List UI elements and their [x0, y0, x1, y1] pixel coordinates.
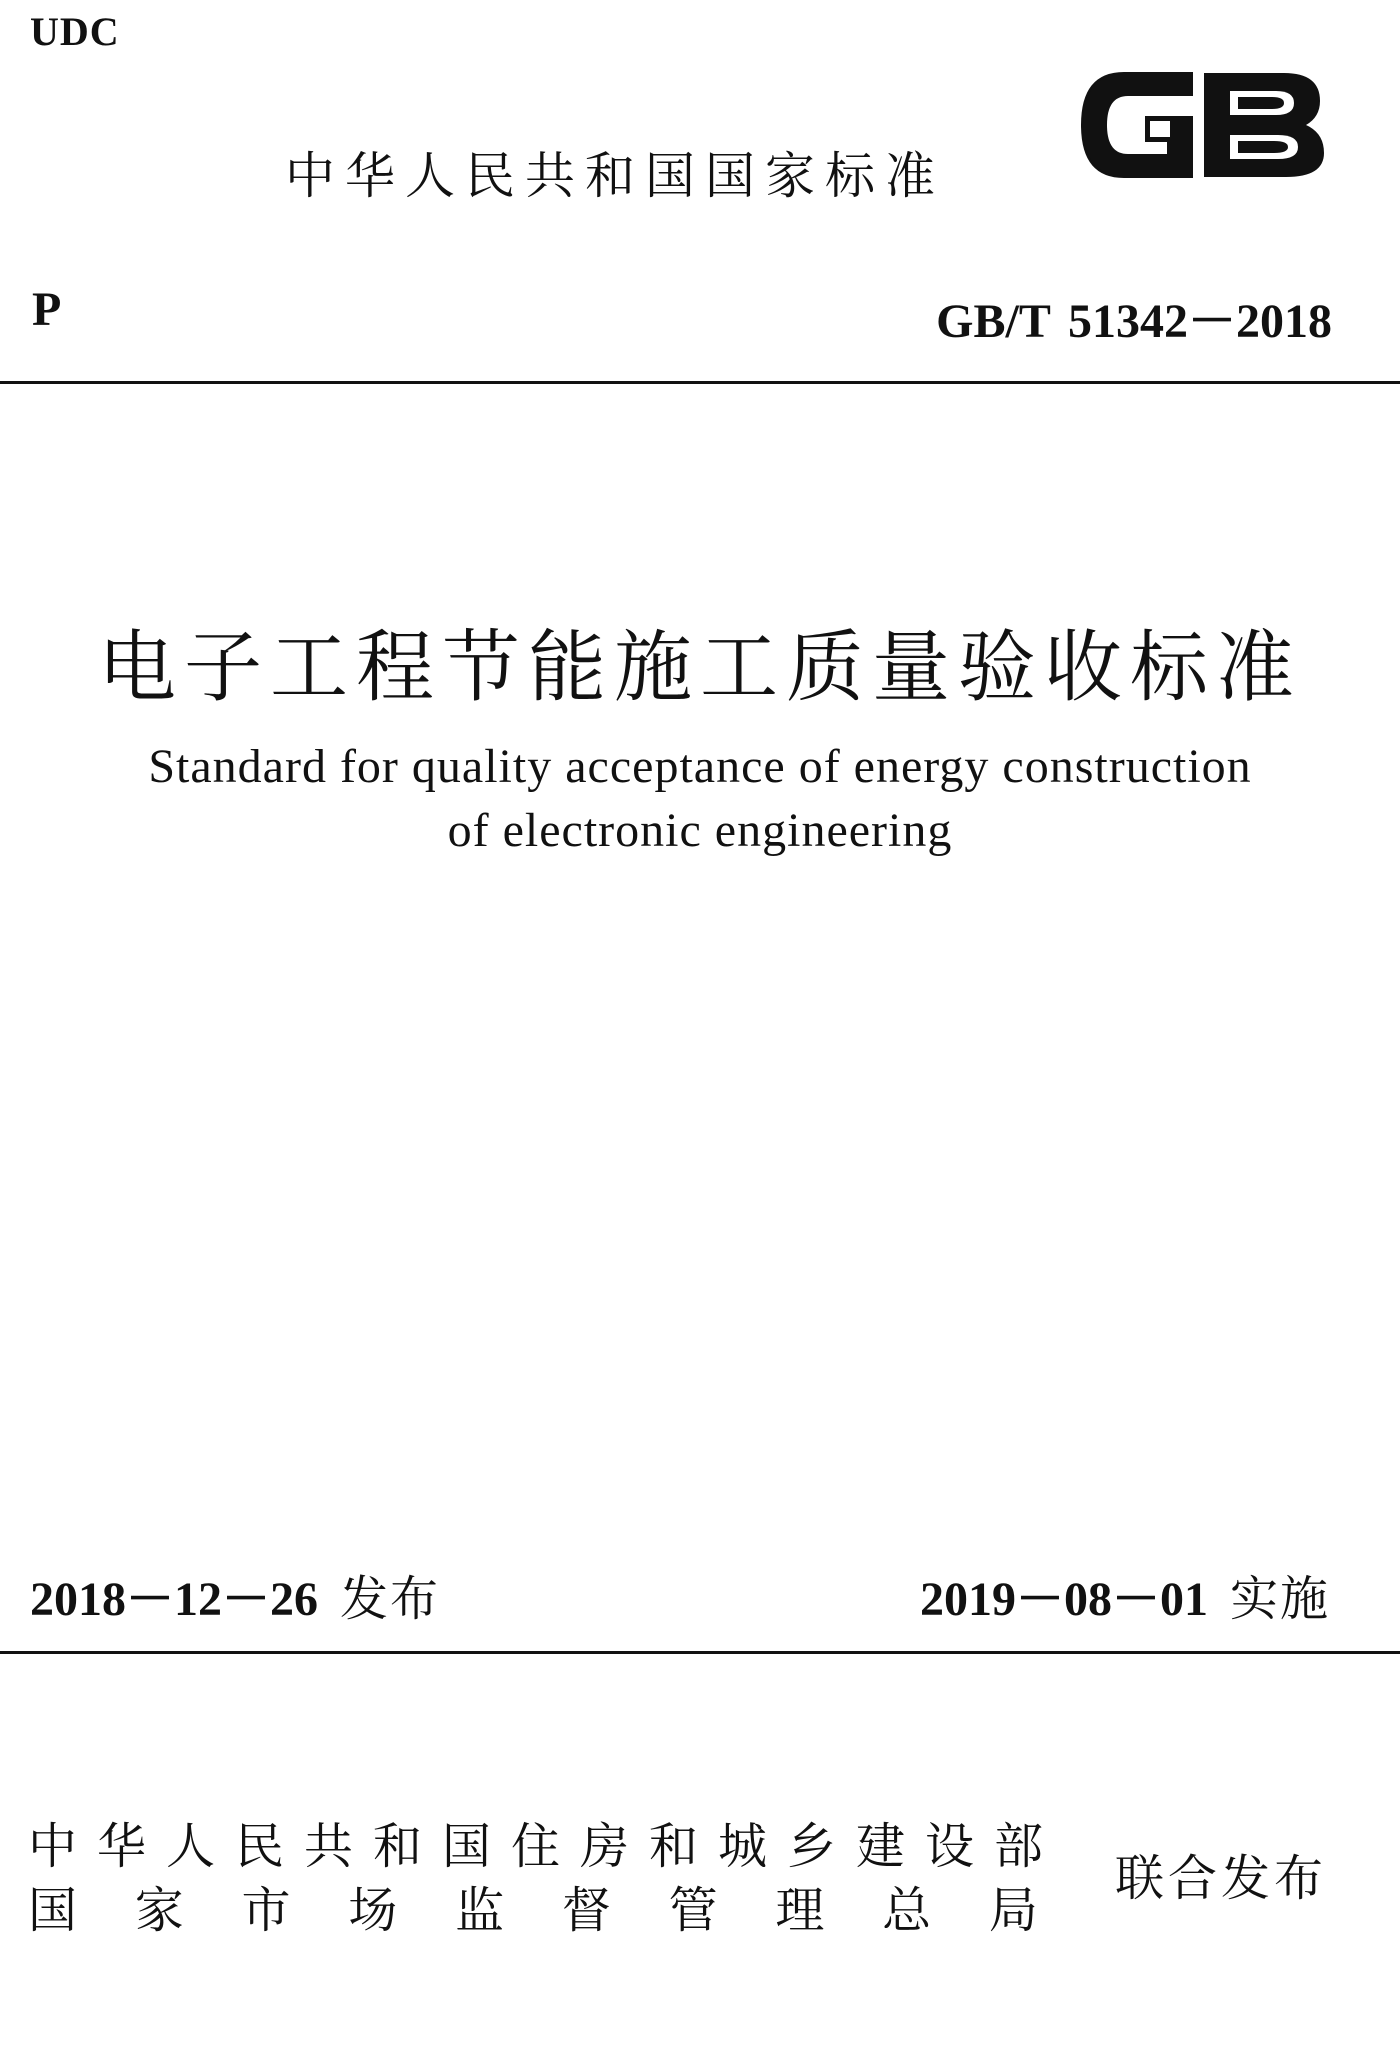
national-standard-heading: 中华人民共和国国家标准 [285, 147, 945, 205]
udc-label: UDC [30, 9, 120, 54]
issuer-char: 监 [455, 1882, 505, 1939]
standard-number: GB/T 51342－2018 [936, 295, 1332, 348]
issuer-char: 理 [775, 1882, 825, 1939]
issuer-char: 家 [134, 1882, 184, 1939]
joint-release-label: 联合发布 [1115, 1850, 1328, 1907]
title-english-line-1: Standard for quality acceptance of energy construction [148, 740, 1252, 793]
title-english-line-2: of electronic engineering [447, 804, 953, 857]
issuer-char: 督 [561, 1882, 611, 1939]
issuer-ministry: 中华人民共和国住房和城乡建设部 [28, 1818, 1064, 1875]
implement-date-block [920, 1560, 1330, 1629]
bottom-divider [0, 1651, 1400, 1654]
issuer-char: 局 [988, 1882, 1038, 1939]
classification-code: P [32, 283, 62, 336]
issuer-char: 管 [668, 1882, 718, 1939]
implement-date: 2019－08－01 [919, 1573, 1208, 1626]
issuer-char: 场 [348, 1882, 398, 1939]
implement-label: 实施 [1229, 1571, 1330, 1627]
title-chinese: 电子工程节能施工质量验收标准 [97, 623, 1302, 713]
title-english [0, 735, 1400, 863]
issuer-administration [28, 1872, 1038, 1942]
issuer-char: 总 [882, 1882, 932, 1939]
issuer-char: 国 [28, 1882, 78, 1939]
issue-date-block [30, 1560, 440, 1629]
gb-logo [1070, 55, 1335, 195]
top-divider [0, 381, 1400, 384]
issue-date: 2018－12－26 [30, 1573, 319, 1626]
issue-label: 发布 [340, 1571, 441, 1627]
issuer-char: 市 [241, 1882, 291, 1939]
